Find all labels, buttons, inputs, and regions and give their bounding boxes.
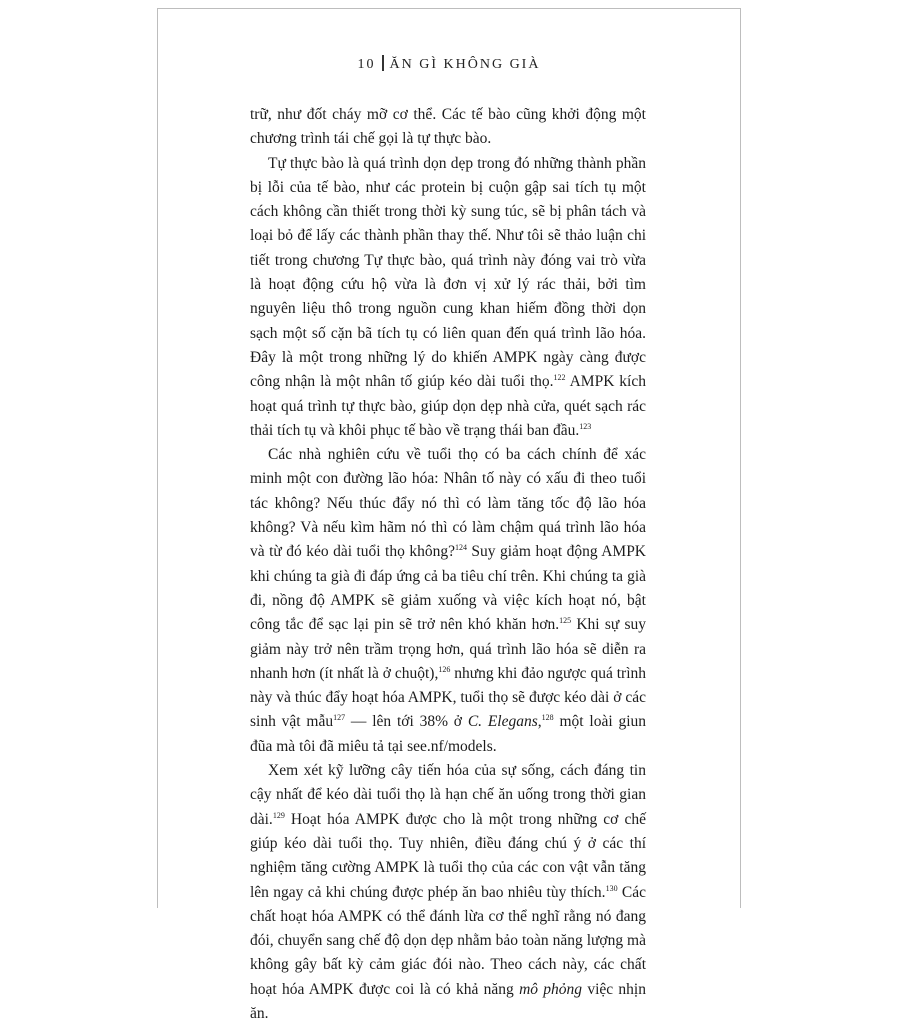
header-separator — [382, 55, 384, 71]
paragraph — [250, 443, 646, 759]
footnote-ref: 126 — [438, 664, 451, 674]
text-run: một loài giun đũa mà tôi đã miêu tả tại see.nf/models. — [250, 713, 646, 755]
text-run: AMPK kích hoạt quá trình tự thực bào, giúp dọn dẹp nhà cửa, quét sạch rác thải tích tụ và khôi phục tế bào về trạng thái ban đầu. — [250, 373, 646, 439]
text-run: trữ, như đốt cháy mỡ cơ thể. Các tế bào cũng khởi động một chương trình tái chế gọi là tự thực bào. — [250, 106, 646, 148]
text-run: , — [537, 713, 542, 731]
page-number: 10 — [357, 57, 376, 72]
footnote-ref: 125 — [559, 616, 572, 626]
paragraph — [250, 152, 646, 444]
footnote-ref: 124 — [454, 543, 467, 553]
text-run: Các nhà nghiên cứu về tuổi thọ có ba cách chính để xác minh một con đường lão hóa: Nhân tố này có xấu đi theo tuổi tác không? Nếu thúc đẩy nó thì có làm tăng tốc độ lão hóa không? Và nếu kìm hãm nó thì có làm chậm quá trình lão hóa và từ đó kéo dài tuổi thọ không? — [250, 446, 646, 561]
text-run: Hoạt hóa AMPK được cho là một trong những cơ chế giúp kéo dài tuổi thọ. Tuy nhiên, điều đáng chú ý ở các thí nghiệm tăng cường AMPK là tuổi thọ của các con vật vẫn tăng lên ngay cả khi chúng được phép ăn bao nhiêu tùy thích. — [250, 810, 646, 901]
footnote-ref: 128 — [541, 713, 554, 723]
text-run: Suy giảm hoạt động AMPK khi chúng ta già đi đáp ứng cả ba tiêu chí trên. Khi chúng ta già đi, nồng độ AMPK sẽ giảm xuống và việc kích hoạt nó, bật công tắc để sạc lại pin sẽ trở nên khó khăn hơn. — [250, 543, 647, 634]
text-run: Xem xét kỹ lưỡng cây tiến hóa của sự sống, cách đáng tin cậy nhất để kéo dài tuổi thọ là hạn chế ăn uống trong thời gian dài. — [250, 762, 646, 828]
paragraph — [250, 103, 646, 152]
text-run: Các chất hoạt hóa AMPK có thể đánh lừa cơ thể nghĩ rằng nó đang đói, chuyển sang chế độ dọn dẹp nhằm bảo toàn năng lượng mà không gây bất kỳ cảm giác đói nào. Theo cách này, các chất hoạt hóa AMPK được coi là có khả năng — [250, 883, 646, 998]
footnote-ref: 129 — [272, 810, 285, 820]
footnote-ref: 123 — [579, 421, 592, 431]
body-text — [250, 103, 646, 1026]
book-page — [157, 8, 741, 1022]
text-run: nhưng khi đảo ngược quá trình này và thúc đẩy hoạt hóa AMPK, tuổi thọ sẽ được kéo dài ở các sinh vật mẫu — [250, 664, 646, 731]
italic-text: mô phỏng — [519, 980, 583, 998]
footnote-ref: 122 — [553, 373, 566, 383]
text-run: Khi sự suy giảm này trở nên trầm trọng hơn, quá trình lão hóa sẽ diễn ra nhanh hơn (ít nhất là ở chuột), — [250, 616, 647, 682]
footnote-ref: 127 — [333, 713, 346, 723]
book-title: ĂN GÌ KHÔNG GIÀ — [389, 57, 541, 72]
running-header — [158, 55, 740, 73]
paragraph — [250, 759, 646, 1026]
text-run: — lên tới 38% ở — [345, 713, 468, 731]
footnote-ref: 130 — [605, 883, 618, 893]
italic-text: C. Elegans — [467, 713, 538, 731]
text-run: Tự thực bào là quá trình dọn dẹp trong đó những thành phần bị lỗi của tế bào, như các protein bị cuộn gập sai tích tụ một cách không cần thiết trong thời kỳ sung túc, sẽ bị phân tách và loại bỏ để lấy các thành phần thay thế. Như tôi sẽ thảo luận chi tiết trong chương Tự thực bào, quá trình này đóng vai trò vừa là hoạt động cứu hộ vừa là đơn vị xử lý rác thải, bởi tìm nguyên liệu thô trong nguồn cung khan hiếm đồng thời dọn sạch một số cặn bã tích tụ có liên quan đến quá trình lão hóa. Đây là một trong những lý do khiến AMPK ngày càng được công nhận là một nhân tố giúp kéo dài tuổi thọ. — [250, 154, 646, 391]
text-run: việc nhịn ăn. — [250, 980, 646, 1022]
